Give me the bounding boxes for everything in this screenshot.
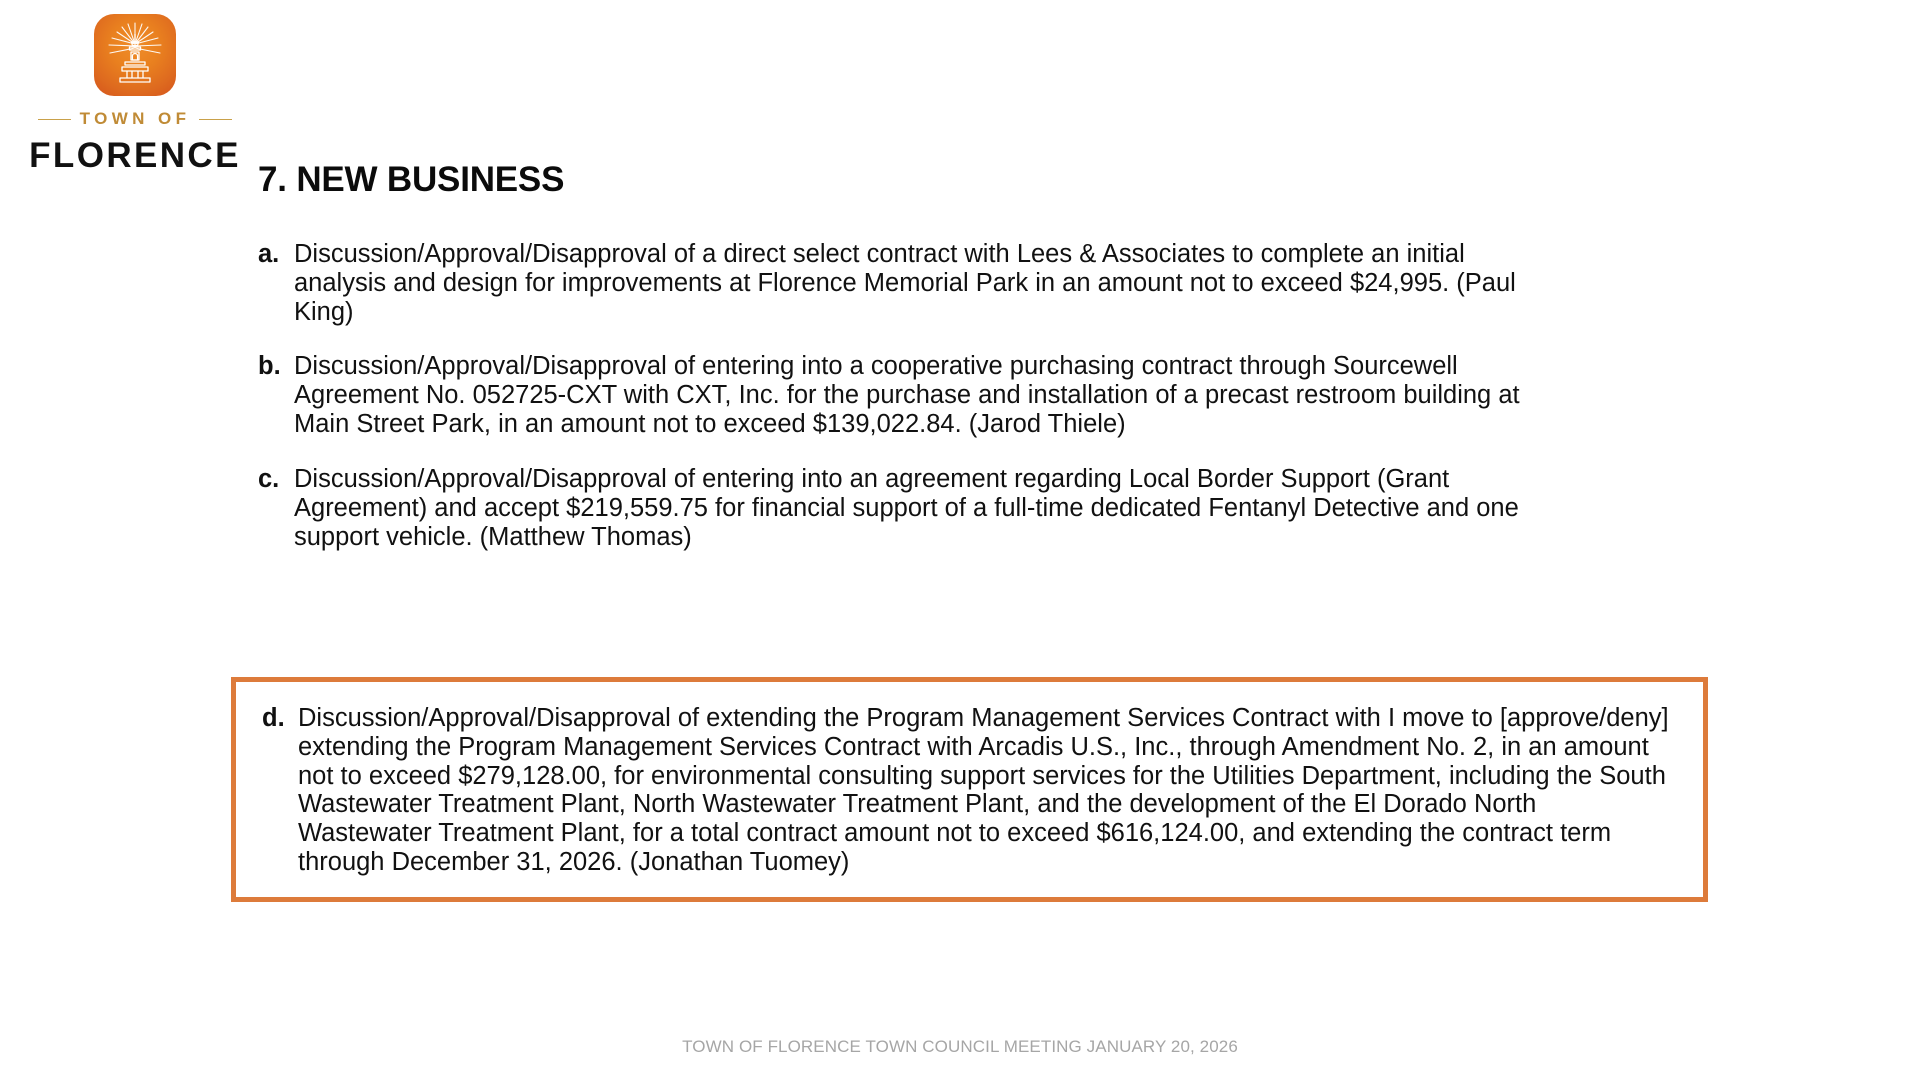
highlighted-agenda-item-d-box xyxy=(231,677,1708,902)
town-name-label: FLORENCE xyxy=(29,136,241,175)
agenda-item-a xyxy=(258,240,1548,326)
page-title: 7. NEW BUSINESS xyxy=(258,160,565,199)
agenda-item-a-marker: a. xyxy=(258,240,280,268)
rule-right xyxy=(199,119,232,120)
agenda-list xyxy=(258,240,1548,551)
florence-courthouse-sun-logo-icon xyxy=(94,14,176,96)
town-of-row xyxy=(10,109,260,129)
agenda-item-b xyxy=(258,352,1548,438)
agenda-item-d xyxy=(262,704,1677,877)
agenda-item-d-text: Discussion/Approval/Disapproval of extending the Program Management Services Contract with I move to [approve/deny] extending the Program Management Services Contract with Arcadis U.S., Inc., through Amendment No. 2, in an amount not to exceed $279,128.00, for environmental consulting support services for the Utilities Department, including the South Wastewater Treatment Plant, North Wastewater Treatment Plant, and the development of the El Dorado North Wastewater Treatment Plant, for a total contract amount not to exceed $616,124.00, and extending the contract term through December 31, 2026. (Jonathan Tuomey) xyxy=(298,704,1669,877)
slide-footer: TOWN OF FLORENCE TOWN COUNCIL MEETING JANUARY 20, 2026 xyxy=(682,1037,1238,1056)
agenda-item-b-marker: b. xyxy=(258,352,281,381)
agenda-item-d-marker: d. xyxy=(262,704,285,732)
town-of-label: TOWN OF xyxy=(79,109,191,128)
rule-left xyxy=(38,119,71,120)
agenda-item-c-marker: c. xyxy=(258,464,280,493)
town-logo xyxy=(10,14,260,176)
agenda-item-c-text: Discussion/Approval/Disapproval of entering into an agreement regarding Local Border Support (Grant Agreement) and accept $219,559.75 for financial support of a full-time dedicated Fentanyl Detective and one support vehicle. (Matthew Thomas) xyxy=(294,464,1519,551)
agenda-item-c xyxy=(258,465,1548,551)
agenda-item-a-text: Discussion/Approval/Disapproval of a direct select contract with Lees & Associates to complete an initial analysis and design for improvements at Florence Memorial Park in an amount not to exceed $24,995. (Paul King) xyxy=(294,240,1516,326)
agenda-item-b-text: Discussion/Approval/Disapproval of entering into a cooperative purchasing contract through Sourcewell Agreement No. 052725-CXT with CXT, Inc. for the purchase and installation of a precast restroom building at Main Street Park, in an amount not to exceed $139,022.84. (Jarod Thiele) xyxy=(294,352,1520,439)
